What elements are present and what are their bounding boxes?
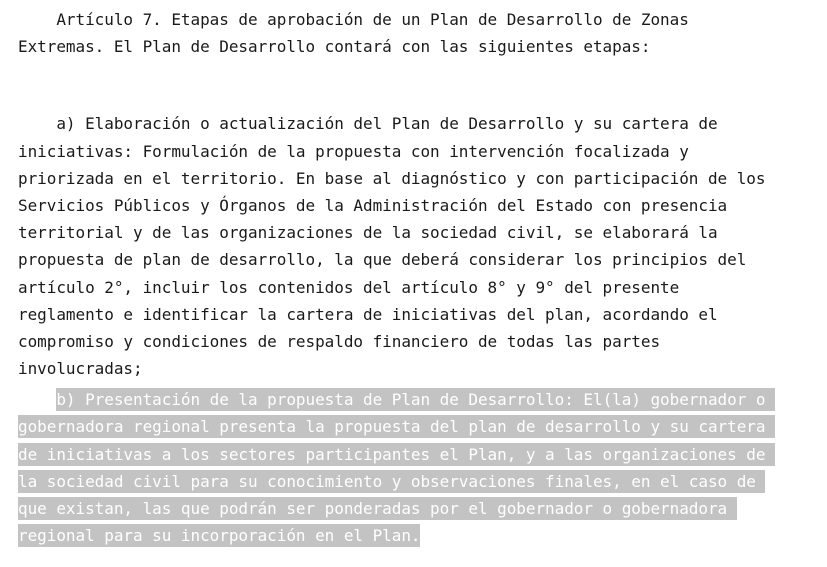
paragraph-b-line [18,413,818,440]
paragraph-b-selected[interactable] [18,386,818,549]
paragraph-spacer [18,60,818,110]
selected-text[interactable]: que existan, las que podrán ser ponderadas por el gobernador o gobernadora [18,499,737,518]
selected-text[interactable]: la sociedad civil para su conocimiento y observaciones finales, en el caso de [18,471,766,491]
paragraph-a-line: propuesta de plan de desarrollo, la que deberá considerar los principios del [18,250,747,270]
paragraph-a-line: reglamento e identificar la cartera de iniciativas del plan, acordando el [18,304,718,324]
paragraph-a-line: artículo 2°, incluir los contenidos del artículo 8° y 9° del presente [18,277,680,297]
selected-text[interactable]: gobernadora regional presenta la propuesta del plan de desarrollo y su cartera [18,417,776,437]
paragraph-a-line: iniciativas: Formulación de la propuesta con intervención focalizada y [18,141,689,161]
paragraph-b-line [18,386,818,413]
paragraph-a-line: a) Elaboración o actualización del Plan de Desarrollo y su cartera de [18,114,718,134]
document-page [18,0,818,549]
paragraph-b-line [18,441,818,468]
article-heading-line: Artículo 7. Etapas de aprobación de un Plan de Desarrollo de Zonas [18,10,689,29]
paragraph-b-line [18,495,818,522]
paragraph-b-line [18,468,818,495]
selected-text[interactable]: regional para su incorporación en el Plan. [18,526,421,546]
paragraph-a-line: priorizada en el territorio. En base al diagnóstico y con participación de los [18,168,766,188]
article-heading-line: Extremas. El Plan de Desarrollo contará con las siguientes etapas: [18,37,651,57]
paragraph-a-line: territorial y de las organizaciones de la sociedad civil, se elaborará la [18,223,718,243]
paragraph-a-line: compromiso y condiciones de respaldo financiero de todas las partes [18,331,661,351]
paragraph-a[interactable] [18,110,818,382]
selected-text[interactable]: b) Presentación de la propuesta de Plan de Desarrollo: El(la) gobernador o [56,390,776,410]
selected-text[interactable]: de iniciativas a los sectores participantes el Plan, y a las organizaciones de [18,444,776,464]
paragraph-b-line [18,522,818,549]
article-heading [18,0,818,60]
paragraph-a-line: involucradas; [18,359,143,379]
paragraph-b-indent [18,390,56,409]
paragraph-a-line: Servicios Públicos y Órganos de la Administración del Estado con presencia [18,195,728,215]
